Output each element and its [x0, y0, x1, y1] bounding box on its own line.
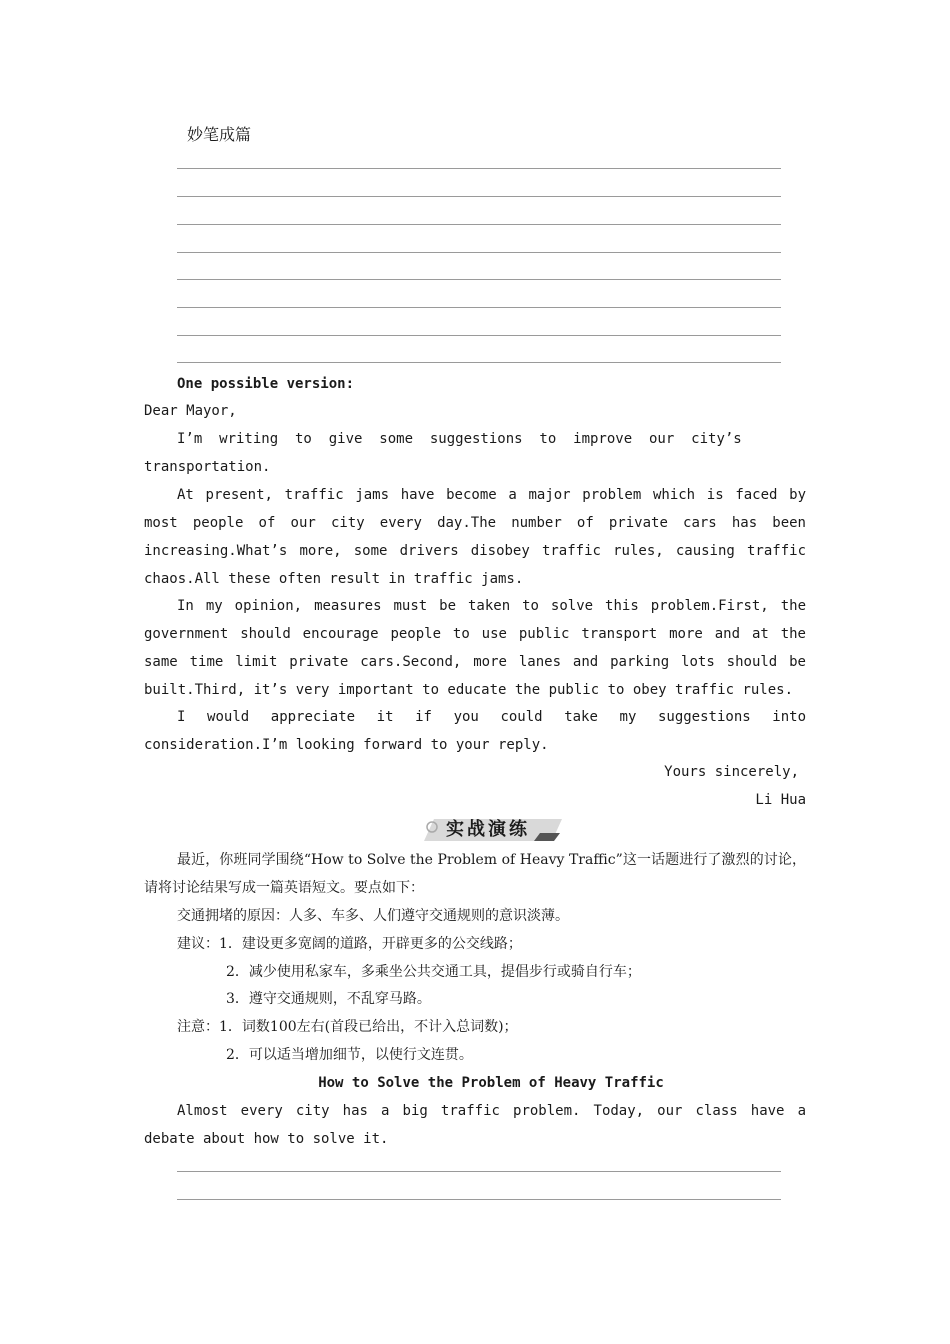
practice-banner-title: 实战演练	[446, 819, 530, 840]
letter-signature: Li Hua	[755, 792, 806, 808]
practice-suggestion-3: 3．遵守交通规则，不乱穿马路。	[226, 991, 431, 1007]
writing-line	[177, 307, 781, 308]
letter-paragraph-3: In my opinion, measures must be taken to solve this problem.First, the government should encourage people to use public transport more and at the same time limit private cars.Second, more lanes and parking lots should be built.Third, it’s very important to educate the public to obey traffic rules.	[144, 598, 806, 698]
writing-line	[177, 1171, 781, 1172]
model-label: One possible version:	[177, 376, 355, 392]
practice-suggestion-1: 建议：1．建设更多宽阔的道路，开辟更多的公交线路；	[177, 936, 522, 952]
writing-line	[177, 196, 781, 197]
practice-suggestion-2: 2．减少使用私家车，多乘坐公共交通工具，提倡步行或骑自行车；	[226, 964, 641, 980]
section-heading: 妙笔成篇	[187, 125, 252, 144]
essay-title: How to Solve the Problem of Heavy Traffic	[318, 1075, 664, 1091]
practice-note-2: 2．可以适当增加细节，以使行文连贯。	[226, 1047, 473, 1063]
letter-closing: Yours sincerely,	[664, 764, 799, 780]
writing-line	[177, 279, 781, 280]
writing-line	[177, 168, 781, 169]
practice-intro: 最近，你班同学围绕“How to Solve the Problem of Heavy Traffic”这一话题进行了激烈的讨论，请将讨论结果写成一篇英语短文。要点如下：	[144, 852, 806, 896]
essay-opening: Almost every city has a big traffic problem. Today, our class have a debate about how to solve it.	[144, 1103, 806, 1147]
writing-line	[177, 252, 781, 253]
writing-line	[177, 362, 781, 363]
writing-line	[177, 335, 781, 336]
letter-paragraph-2: At present, traffic jams have become a major problem which is faced by most people of our city every day.The number of private cars has been increasing.What’s more, some drivers disobey traffic rules, causing traffic chaos.All these often result in traffic jams.	[144, 487, 806, 587]
writing-line	[177, 224, 781, 225]
practice-note-1: 注意：1．词数100左右(首段已给出，不计入总词数)；	[177, 1019, 518, 1035]
writing-line	[177, 1199, 781, 1200]
practice-causes: 交通拥堵的原因：人多、车多、人们遵守交通规则的意识淡薄。	[177, 908, 569, 924]
letter-paragraph-4: I would appreciate it if you could take my suggestions into consideration.I’m looking forward to your reply.	[144, 709, 806, 753]
letter-paragraph-1-line-2: transportation.	[144, 459, 271, 475]
letter-paragraph-1-line-1: I’m writing to give some suggestions to improve our city’s	[177, 431, 742, 447]
letter-greeting: Dear Mayor,	[144, 403, 237, 419]
